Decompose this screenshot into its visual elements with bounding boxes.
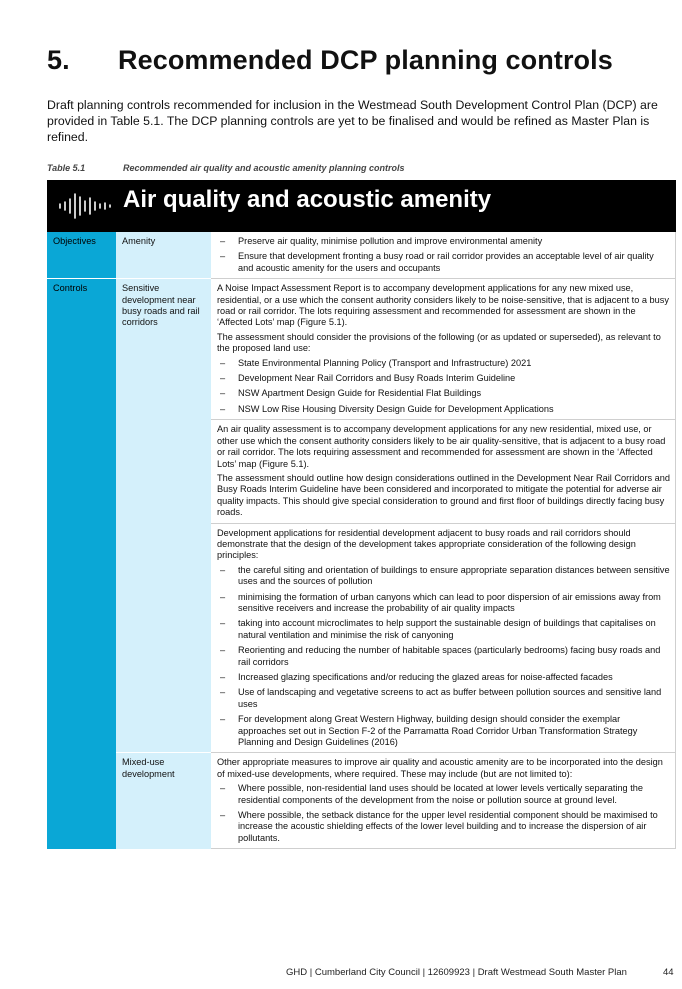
- list-item: – Development Near Rail Corridors and Busy Roads Interim Guideline: [217, 373, 670, 384]
- paragraph: The assessment should consider the provisions of the following (or as updated or superseded), as relevant to the proposed land use:: [217, 331, 661, 354]
- list-item: – State Environmental Planning Policy (Transport and Infrastructure) 2021: [217, 358, 670, 369]
- mixed-use-content: [211, 753, 676, 849]
- list-item: – For development along Great Western Highway, building design should consider the exemplar approaches set out in Section F-2 of the Parramatta Road Corridor Urban Transformation Strategy Planning and Design Guidelines (2016): [217, 714, 670, 748]
- list-item: – the careful siting and orientation of buildings to ensure appropriate separation distances between sensitive uses and the sources of pollution: [217, 565, 670, 588]
- design-principles-content: [211, 523, 676, 753]
- list-item: – Increased glazing specifications and/or reducing the glazed areas for noise-affected facades: [217, 672, 670, 683]
- noise-assessment-content: [211, 279, 676, 420]
- objectives-label: Objectives: [47, 232, 116, 279]
- paragraph: A Noise Impact Assessment Report is to accompany development applications for any new mixed use, residential, or a use which the consent authority considers likely to be noise-sensitive, that is adjacent to a busy road or rail corridor. The lots requiring assessment and recommended for assessment are shown in the ‘Affected Lots’ map (Figure 5.1).: [217, 283, 669, 328]
- controls-row: [47, 279, 676, 420]
- paragraph: Development applications for residential development adjacent to busy roads and rail corridors should demonstrate that the design of the development takes appropriate consideration of the following design principles:: [217, 527, 636, 561]
- page-footer: GHD | Cumberland City Council | 12609923 | Draft Westmead South Master Plan: [286, 967, 627, 978]
- table-caption-label: Table 5.1: [47, 163, 86, 173]
- list-item: – Preserve air quality, minimise pollution and improve environmental amenity: [217, 236, 670, 247]
- section-number: 5.: [47, 45, 70, 75]
- objectives-content: [211, 232, 676, 279]
- list-item: – Use of landscaping and vegetative screens to act as buffer between pollution sources and sensitive land uses: [217, 687, 670, 710]
- table-banner: [47, 180, 676, 232]
- air-quality-assessment-content: [211, 420, 676, 523]
- list-item: – NSW Apartment Design Guide for Residential Flat Buildings: [217, 388, 670, 399]
- mixed-use-row: [47, 753, 676, 849]
- intro-paragraph: Draft planning controls recommended for inclusion in the Westmead South Development Control Plan (DCP) are provided in Table 5.1. The DCP planning controls are yet to be finalised and would be refined as Master Plan is refined.: [47, 98, 658, 144]
- page-number: 44: [663, 967, 674, 978]
- mixed-use-label: Mixed-use development: [116, 753, 211, 849]
- list-item: – minimising the formation of urban canyons which can lead to poor dispersion of air emissions away from sensitive receivers and increase the probability of air quality impacts: [217, 592, 670, 615]
- list-item: – Reorienting and reducing the number of habitable spaces (particularly bedrooms) facing busy roads and rail corridors: [217, 645, 670, 668]
- section-title: Recommended DCP planning controls: [118, 45, 613, 75]
- banner-title: Air quality and acoustic amenity: [123, 186, 492, 213]
- list-item: – NSW Low Rise Housing Diversity Design Guide for Development Applications: [217, 404, 670, 415]
- list-item: – taking into account microclimates to help support the sustainable design of buildings that capitalises on natural ventilation and minimise the risk of canyoning: [217, 618, 670, 641]
- planning-controls-table: [47, 232, 676, 849]
- table-caption: [47, 163, 405, 173]
- controls-label: Controls: [47, 279, 116, 849]
- section-heading: [47, 45, 613, 76]
- amenity-label: Amenity: [116, 232, 211, 279]
- paragraph: An air quality assessment is to accompany development applications for any new residential, mixed use, or other use which the consent authority considers likely to be air quality-sensitive, that is adjacent to a busy road or rail corridor. The lots requiring assessment and recommended for assessment are shown in the ‘Affected Lots’ map (Figure 5.1).: [217, 424, 666, 469]
- paragraph: Other appropriate measures to improve air quality and acoustic amenity are to be incorporated into the design of mixed-use developments, where required. These may include (but are not limited to):: [217, 757, 663, 779]
- list-item: – Where possible, the setback distance for the upper level residential component should be maximised to increase the acoustic shielding effects of the lower level building and to increase the dispersion of air pollutants.: [217, 810, 670, 844]
- list-item: – Where possible, non-residential land uses should be located at lower levels vertically separating the residential components of the development from the noise or pollution source at ground level.: [217, 783, 670, 806]
- list-item: – Ensure that development fronting a busy road or rail corridor provides an acceptable level of air quality and acoustic amenity for the users and occupants: [217, 251, 670, 274]
- objectives-row: [47, 232, 676, 279]
- sound-wave-icon: [57, 192, 113, 220]
- table-caption-text: Recommended air quality and acoustic amenity planning controls: [123, 163, 405, 173]
- sensitive-development-label: Sensitive development near busy roads and rail corridors: [116, 279, 211, 753]
- paragraph: The assessment should outline how design considerations outlined in the Development Near Rail Corridors and Busy Roads Interim Guideline have been considered and incorporated to mitigate the potential for adverse air quality impacts. This should give special consideration to ground and first floor of buildings directly facing busy roads.: [217, 472, 670, 518]
